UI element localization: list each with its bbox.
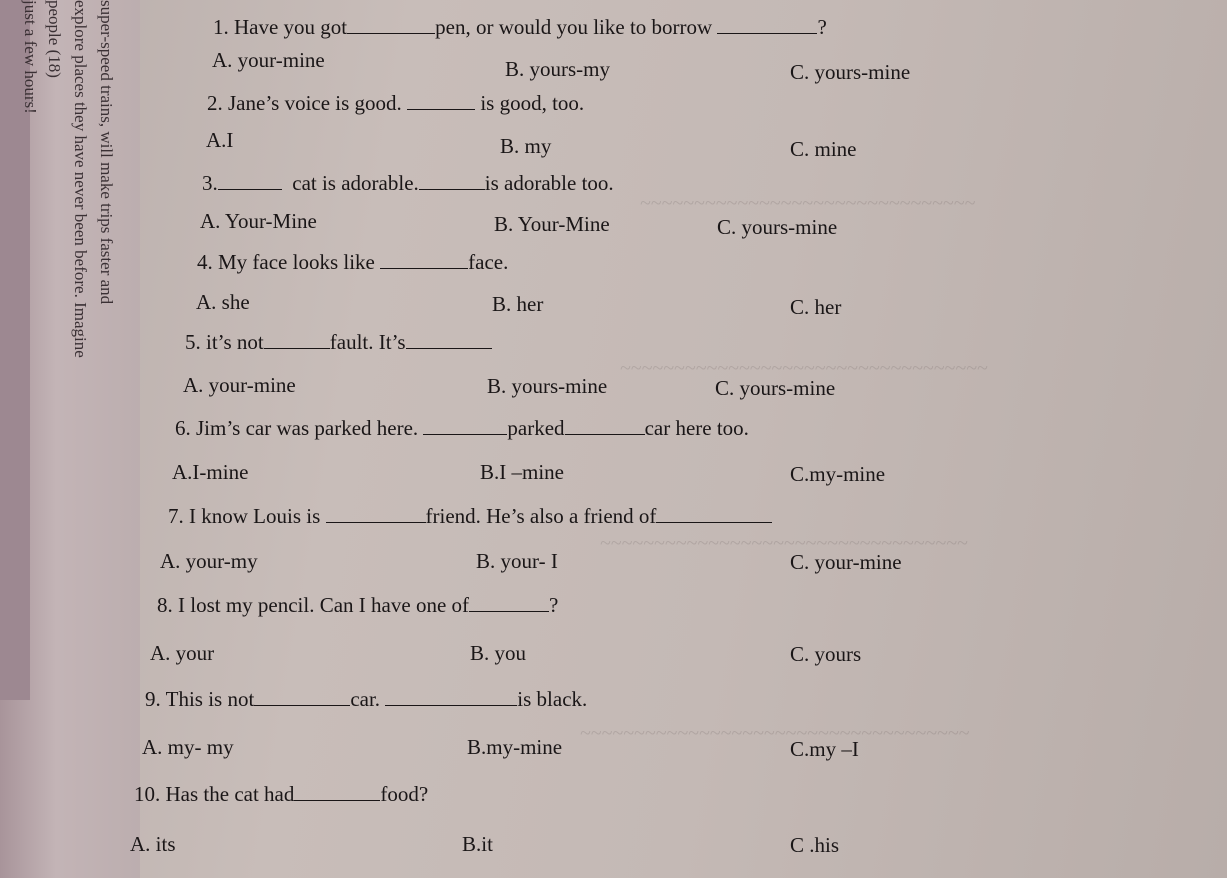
option-c: C.my –I	[790, 737, 859, 761]
option-b: B. my	[500, 134, 552, 158]
question-number: 10.	[134, 782, 161, 806]
option-b: B. yours-my	[505, 57, 610, 81]
option-c: C. mine	[790, 137, 857, 161]
answer-blank	[254, 688, 350, 706]
option-c: C .his	[790, 833, 840, 857]
option-a: A. its	[130, 832, 176, 856]
option-a: A.I	[206, 128, 234, 152]
option-c: C. your-mine	[790, 550, 902, 574]
answer-blank	[385, 688, 517, 706]
question-number: 9.	[145, 687, 161, 711]
question-number: 2.	[207, 91, 223, 115]
answer-blank	[326, 505, 426, 523]
answer-blank	[656, 505, 772, 523]
question-8: 8. I lost my pencil. Can I have one of ?	[157, 593, 559, 617]
question-1: 1. Have you got pen, or would you like to borrow ?	[213, 15, 827, 39]
answer-blank	[218, 172, 282, 190]
question-number: 1.	[213, 15, 229, 39]
question-number: 3.	[202, 171, 218, 195]
question-number: 5.	[185, 330, 201, 354]
option-a: A. she	[196, 290, 250, 314]
bleed-through-text: ~~~~~~~~~~~~~~~~~~~~~~~~~~~~~~~	[640, 191, 976, 213]
option-b: B. yours-mine	[487, 374, 608, 398]
spine-bleed-text-4: super-speed trains, will make trips faster and	[97, 0, 116, 305]
question-number: 4.	[197, 250, 213, 274]
answer-blank	[565, 417, 645, 435]
question-3: 3. cat is adorable. is adorable too.	[202, 171, 614, 195]
option-a: A. your	[150, 641, 215, 665]
bleed-through-text: ~~~~~~~~~~~~~~~~~~~~~~~~~~~~~~~~~~	[600, 531, 968, 553]
question-number: 6.	[175, 416, 191, 440]
option-c: C. yours-mine	[790, 60, 911, 84]
answer-blank	[347, 16, 435, 34]
option-b: B. you	[470, 641, 527, 665]
option-a: A. your-mine	[183, 373, 296, 397]
option-c: C. yours-mine	[715, 376, 836, 400]
answer-blank	[294, 783, 380, 801]
spine-bleed-text-1: just a few hours!	[21, 0, 40, 114]
question-4: 4. My face looks like face.	[197, 250, 509, 274]
answer-blank	[419, 172, 485, 190]
option-a: A. your-mine	[212, 48, 325, 72]
question-6: 6. Jim’s car was parked here. parked car here too.	[175, 416, 749, 440]
option-a: A. Your-Mine	[200, 209, 317, 233]
option-a: A. my- my	[142, 735, 234, 759]
bleed-through-text: ~~~~~~~~~~~~~~~~~~~~~~~~~~~~~~~~~~~~	[580, 721, 970, 743]
spine-bleed-text-3: explore places they have never been before. Imagine	[71, 0, 90, 358]
option-b: B. your- I	[476, 549, 558, 573]
option-b: B. Your-Mine	[494, 212, 610, 236]
option-c: C. yours	[790, 642, 862, 666]
option-b: B.my-mine	[467, 735, 563, 759]
question-number: 8.	[157, 593, 173, 617]
spine-bleed-text-2: people (18)	[45, 0, 64, 78]
question-9: 9. This is not car. is black.	[145, 687, 588, 711]
option-a: A.I-mine	[172, 460, 249, 484]
option-a: A. your-my	[160, 549, 258, 573]
bleed-through-text: ~~~~~~~~~~~~~~~~~~~~~~~~~~~~~~~~~~	[620, 356, 988, 378]
question-5: 5. it’s not fault. It’s	[185, 330, 492, 355]
question-7: 7. I know Louis is friend. He’s also a friend of	[168, 504, 772, 529]
option-c: C. her	[790, 295, 842, 319]
answer-blank	[469, 594, 549, 612]
question-number: 7.	[168, 504, 184, 528]
question-10: 10. Has the cat had food?	[134, 782, 429, 806]
option-b: B. her	[492, 292, 544, 316]
answer-blank	[380, 251, 468, 269]
option-c: C. yours-mine	[717, 215, 838, 239]
answer-blank	[264, 331, 330, 349]
answer-blank	[406, 331, 492, 349]
question-2: 2. Jane’s voice is good. is good, too.	[207, 91, 585, 115]
answer-blank	[717, 16, 817, 34]
answer-blank	[407, 92, 475, 110]
option-b: B.it	[462, 832, 493, 856]
option-b: B.I –mine	[480, 460, 564, 484]
answer-blank	[423, 417, 507, 435]
option-c: C.my-mine	[790, 462, 886, 486]
